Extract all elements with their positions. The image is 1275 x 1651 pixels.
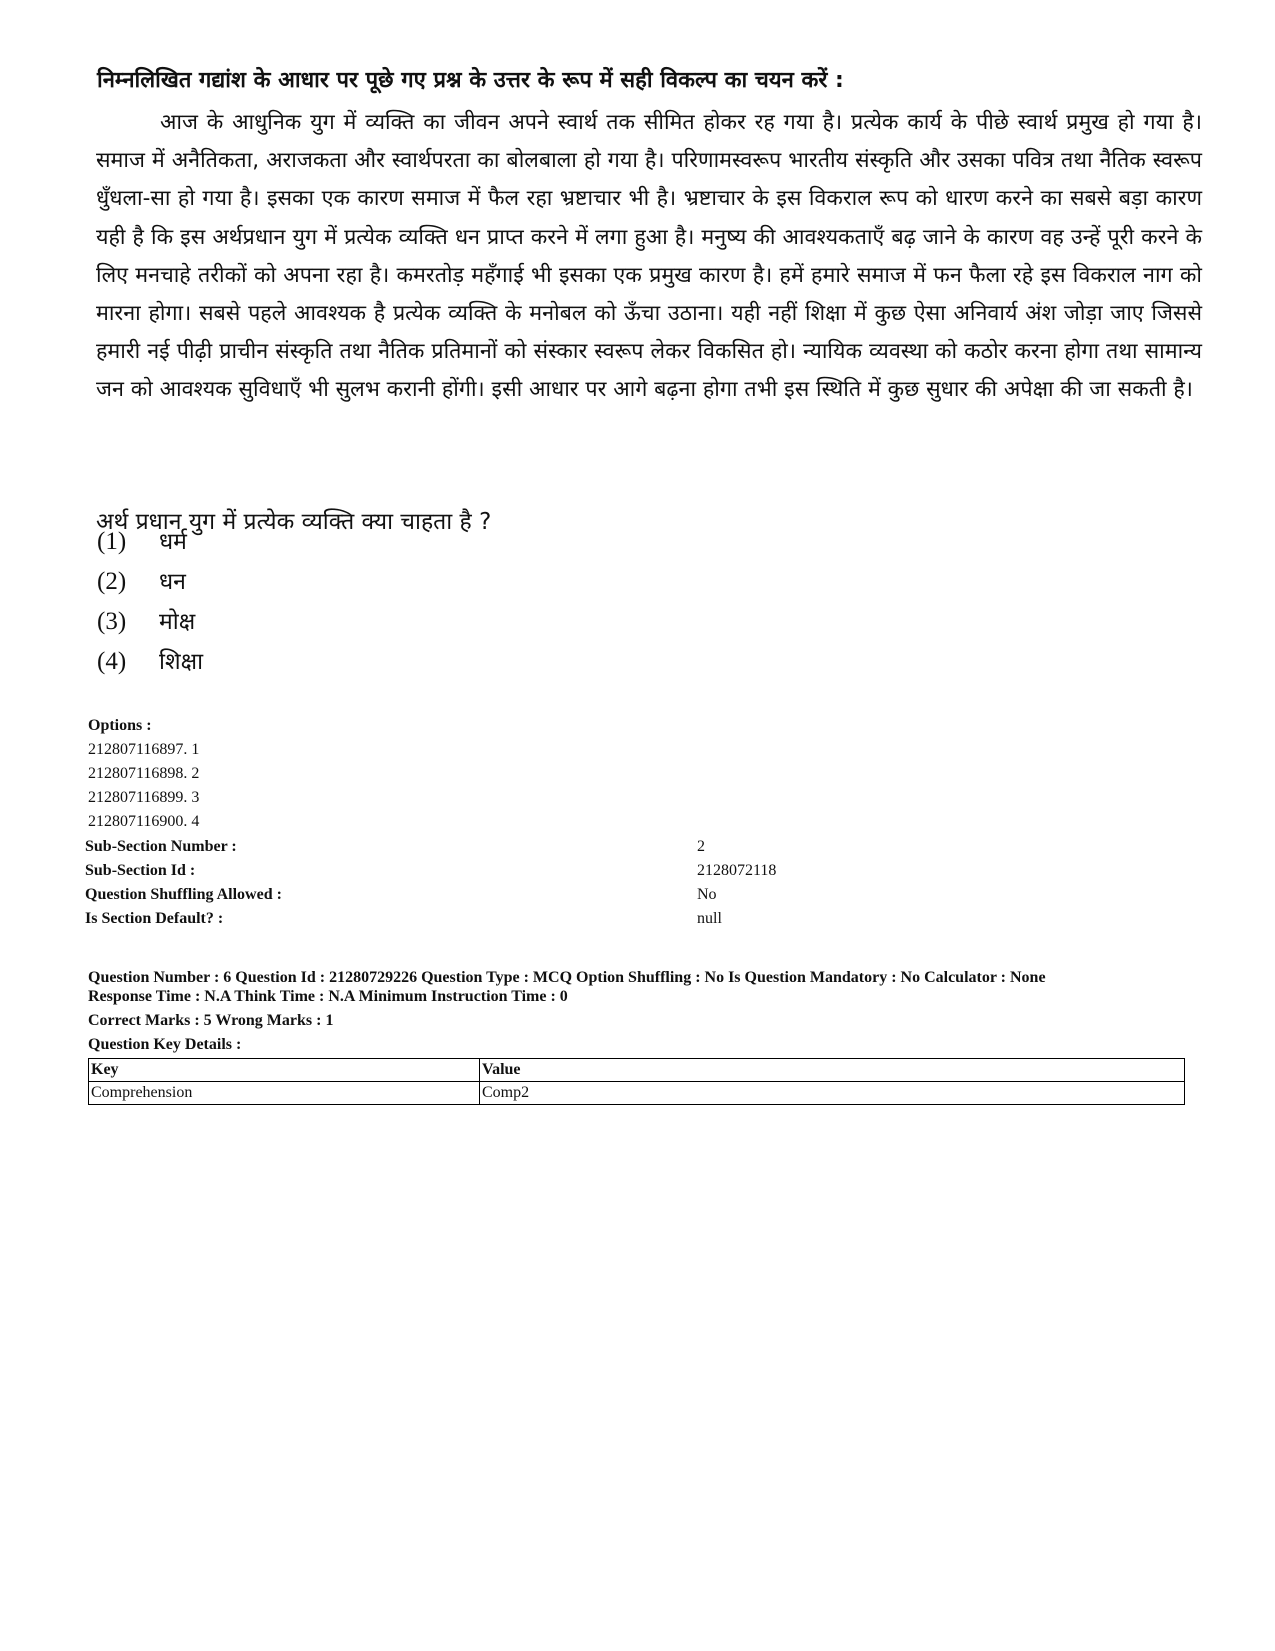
choice-number: (1) bbox=[97, 528, 127, 555]
marks-line: Correct Marks : 5 Wrong Marks : 1 bbox=[88, 1012, 334, 1029]
table-cell-key: Comprehension bbox=[89, 1082, 480, 1105]
table-cell-value: Comp2 bbox=[480, 1082, 1185, 1105]
subsection-number-label: Sub-Section Number : bbox=[85, 838, 237, 855]
table-header-key: Key bbox=[89, 1059, 480, 1082]
choice-text: धर्म bbox=[159, 529, 187, 555]
subsection-number-value: 2 bbox=[697, 838, 705, 855]
choice-text: मोक्ष bbox=[159, 609, 196, 635]
choice-number: (4) bbox=[97, 648, 127, 675]
question-meta-line-2: Response Time : N.A Think Time : N.A Minimum Instruction Time : 0 bbox=[88, 988, 568, 1005]
choice-text: धन bbox=[159, 569, 186, 595]
option-id-2: 212807116898. 2 bbox=[88, 765, 200, 782]
question-shuffling-value: No bbox=[697, 886, 717, 903]
question-text: अर्थ प्रधान युग में प्रत्येक व्यक्ति क्या चाहता है ? bbox=[96, 509, 492, 535]
options-label: Options : bbox=[88, 717, 152, 734]
choice-1 bbox=[97, 522, 187, 562]
table-header-value: Value bbox=[480, 1059, 1185, 1082]
comprehension-passage: आज के आधुनिक युग में व्यक्ति का जीवन अपने स्वार्थ तक सीमित होकर रह गया है। प्रत्येक कार्य के पीछे स्वार्थ प्रमुख हो गया है। समाज में अनैतिकता, अराजकता और स्वार्थपरता का बोलबाला हो गया है। परिणामस्वरूप भारतीय संस्कृति और उसका पवित्र तथा नैतिक स्वरूप धुँधला-सा हो गया है। इसका एक कारण समाज में फैल रहा भ्रष्टाचार भी है। भ्रष्टाचार के इस विकराल रूप को धारण करने का सबसे बड़ा कारण यही है कि इस अर्थप्रधान युग में प्रत्येक व्यक्ति धन प्राप्त करने में लगा हुआ है। मनुष्य की आवश्यकताएँ बढ़ जाने के कारण वह उन्हें पूरी करने के लिए मनचाहे तरीकों को अपना रहा है। कमरतोड़ महँगाई भी इसका एक प्रमुख कारण है। हमें हमारे समाज में फन फैला रहे इस विकराल नाग को मारना होगा। सबसे पहले आवश्यक है प्रत्येक व्यक्ति के मनोबल को ऊँचा उठाना। यही नहीं शिक्षा में कुछ ऐसा अनिवार्य अंश जोड़ा जाए जिससे हमारी नई पीढ़ी प्राचीन संस्कृति तथा नैतिक प्रतिमानों को संस्कार स्वरूप लेकर विकसित हो। न्यायिक व्यवस्था को कठोर करना होगा तथा सामान्य जन को आवश्यक सुविधाएँ भी सुलभ करानी होंगी। इसी आधार पर आगे बढ़ना होगा तभी इस स्थिति में कुछ सुधार की अपेक्षा की जा सकती है। bbox=[96, 110, 1202, 403]
choice-text: शिक्षा bbox=[159, 649, 204, 675]
key-details-label: Question Key Details : bbox=[88, 1036, 242, 1053]
question-meta-line-1: Question Number : 6 Question Id : 21280729226 Question Type : MCQ Option Shuffling : No Is Question Mandatory : No Calculator : None bbox=[88, 969, 1046, 986]
choice-4 bbox=[97, 642, 203, 682]
choice-3 bbox=[97, 602, 195, 642]
choice-number: (3) bbox=[97, 608, 127, 635]
question-shuffling-label: Question Shuffling Allowed : bbox=[85, 886, 282, 903]
option-id-3: 212807116899. 3 bbox=[88, 789, 200, 806]
subsection-id-value: 2128072118 bbox=[697, 862, 777, 879]
choice-2 bbox=[97, 562, 186, 602]
table-row bbox=[89, 1082, 1185, 1105]
question-key-table bbox=[88, 1058, 1185, 1105]
option-id-4: 212807116900. 4 bbox=[88, 813, 200, 830]
section-default-label: Is Section Default? : bbox=[85, 910, 224, 927]
instruction-heading: निम्नलिखित गद्यांश के आधार पर पूछे गए प्रश्न के उत्तर के रूप में सही विकल्प का चयन करें : bbox=[97, 68, 844, 93]
subsection-id-label: Sub-Section Id : bbox=[85, 862, 196, 879]
section-default-value: null bbox=[697, 910, 722, 927]
choice-number: (2) bbox=[97, 568, 127, 595]
option-id-1: 212807116897. 1 bbox=[88, 741, 200, 758]
table-header-row bbox=[89, 1059, 1185, 1082]
